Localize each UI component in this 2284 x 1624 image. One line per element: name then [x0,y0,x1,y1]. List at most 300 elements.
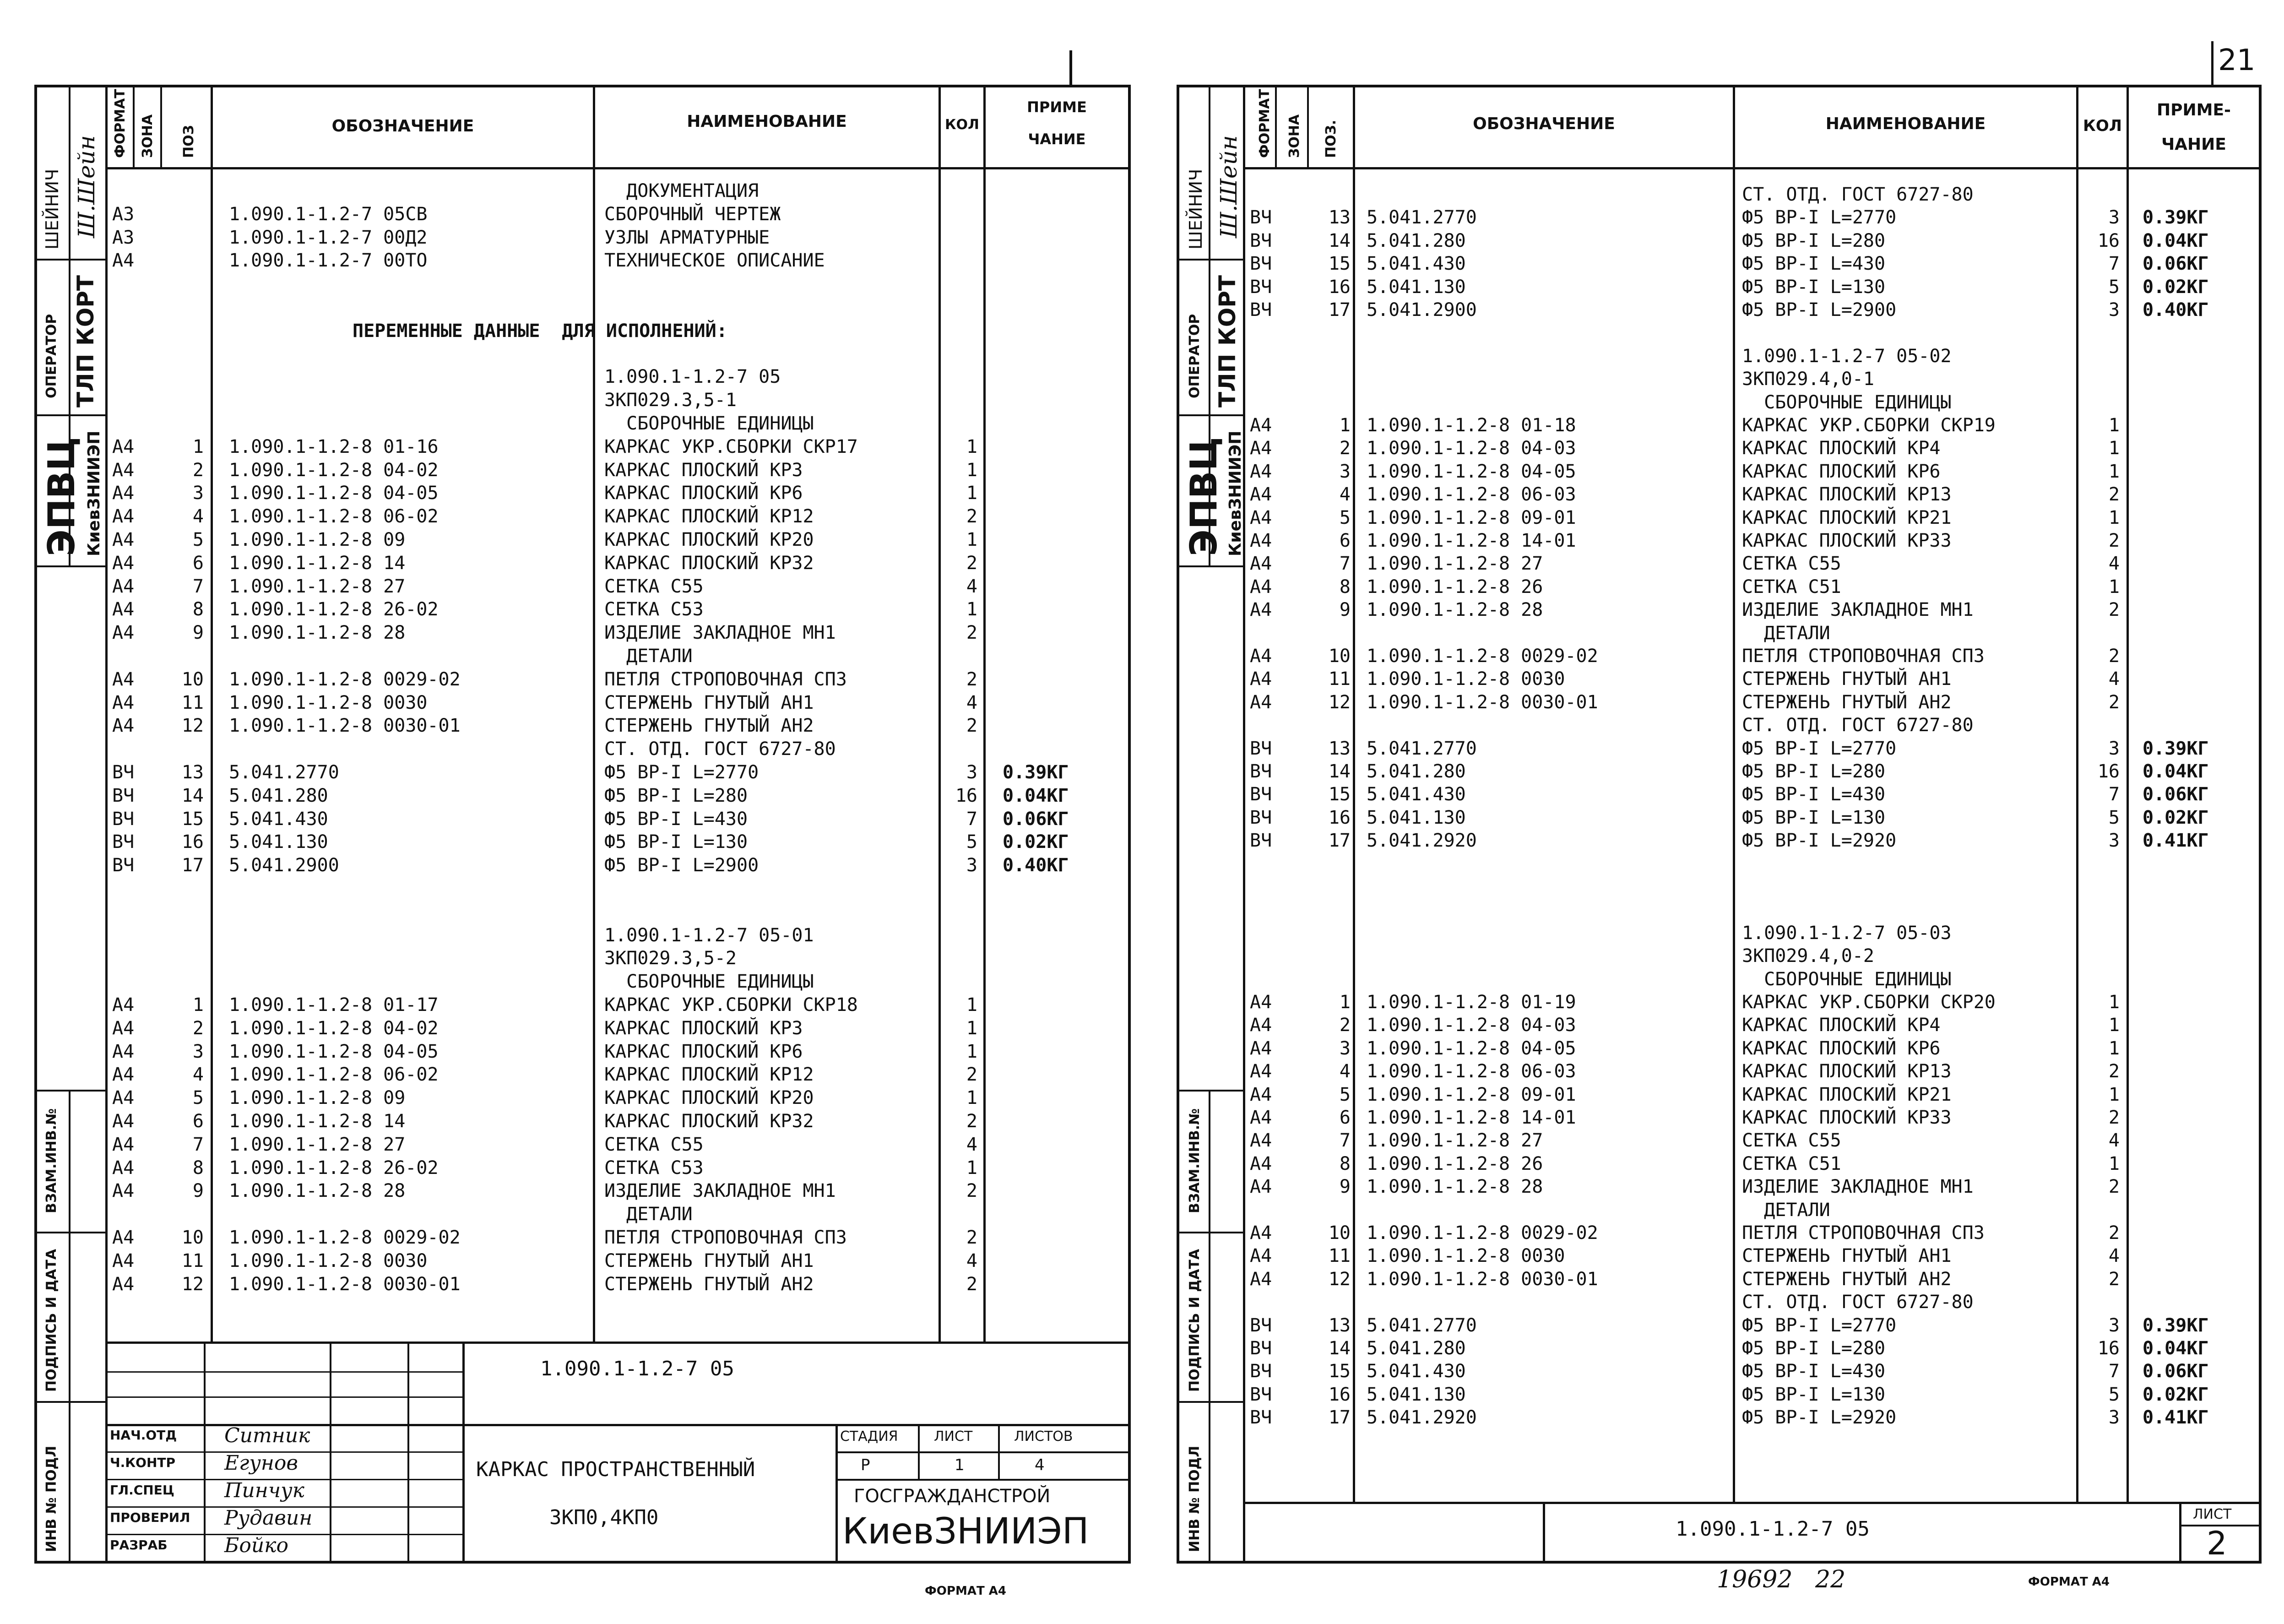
table-row [0,460,2284,483]
cell-qty: 1 [2108,415,2120,436]
cell-designation: 1.090.1-1.2-8 26 [1367,576,1543,597]
side-label-sign-date: ПОДПИСЬ И ДАТА [43,1249,60,1392]
cell-qty: 3 [2108,299,2120,320]
variable-data-line: ПЕРЕМЕННЫЕ ДАННЫЕ ДЛЯ ИСПОЛНЕНИЙ: [353,320,727,342]
cell-pos: 11 [181,1250,204,1271]
table-row [0,183,2284,206]
role-person-name: Егунов [224,1451,298,1475]
cell-format: А4 [1250,992,1272,1013]
cell-note: 0.04КГ [2143,230,2209,251]
cell-name: СТЕРЖЕНЬ ГНУТЫЙ АН1 [604,692,814,713]
cell-qty: 5 [966,831,977,853]
cell-name: Ф5 ВР-I L=2920 [1742,1407,1897,1428]
cell-name: КАРКАС ПЛОСКИЙ КР4 [1742,438,1941,459]
cell-format: А4 [112,1134,135,1155]
cell-name: СЕТКА С53 [604,1157,704,1179]
cell-format: А4 [1250,1015,1272,1036]
cell-designation: 1.090.1-1.2-8 01-18 [1367,415,1576,436]
cell-name: КАРКАС ПЛОСКИЙ КР33 [1742,1107,1952,1128]
format-label-left: ФОРМАТ А4 [925,1584,1006,1598]
cell-name: ДЕТАЛИ [604,646,693,667]
cell-designation: 5.041.2770 [1367,738,1477,759]
cell-name: ДОКУМЕНТАЦИЯ [604,180,759,201]
cell-designation: 1.090.1-1.2-8 14-01 [1367,530,1576,551]
cell-qty: 2 [966,1273,977,1295]
cell-designation: 1.090.1-1.2-8 28 [229,622,406,644]
table-row [0,945,2284,967]
cell-designation: 1.090.1-1.2-8 0029-02 [229,1227,461,1248]
stamp-operator-value: ТЛП КОРТ [72,275,99,407]
title-sheet-label: ЛИСТ [934,1428,973,1445]
cell-name: КАРКАС ПЛОСКИЙ КР21 [1742,1084,1952,1105]
cell-qty: 1 [2108,1015,2120,1036]
cell-note: 0.40КГ [1003,855,1069,876]
cell-format: А4 [112,576,135,597]
r-hdr-pos: ПОЗ. [1323,119,1339,158]
cell-designation: 1.090.1-1.2-8 0029-02 [1367,646,1598,667]
cell-format: А4 [1250,530,1272,551]
cell-format: А4 [112,1041,135,1062]
role-person-name: Рудавин [224,1506,313,1530]
cell-format: ВЧ [1250,207,1272,228]
cell-designation: 5.041.430 [229,808,328,830]
cell-name: СЕТКА С51 [1742,576,1841,597]
table-row [0,1129,2284,1152]
cell-pos: 12 [181,1273,204,1295]
cell-designation: 1.090.1-1.2-8 28 [1367,1176,1543,1198]
cell-qty: 4 [2108,553,2120,575]
cell-format: А4 [112,715,135,737]
cell-pos: 8 [192,1157,204,1179]
cell-pos: 11 [1328,668,1351,690]
cell-name: СТЕРЖЕНЬ ГНУТЫЙ АН2 [1742,691,1952,713]
cell-designation: 1.090.1-1.2-8 14-01 [1367,1107,1576,1128]
cell-designation: 1.090.1-1.2-8 27 [1367,1130,1543,1151]
r-stamp-operator-label: ОПЕРАТОР [1187,314,1203,398]
cell-designation: 1.090.1-1.2-8 0030-01 [1367,691,1598,713]
cell-name: СТ. ОТД. ГОСТ 6727-80 [1742,184,1974,205]
cell-format: А4 [112,552,135,574]
cell-note: 0.02КГ [1003,831,1069,853]
cell-name: СЕТКА С53 [604,599,704,620]
table-row [0,1060,2284,1083]
cell-name: КАРКАС ПЛОСКИЙ КР12 [604,506,814,527]
cell-name: КАРКАС УКР.СБОРКИ СКР18 [604,994,858,1016]
cell-designation: 1.090.1-1.2-8 01-19 [1367,992,1576,1013]
cell-name: СЕТКА С55 [604,576,704,597]
cell-format: А4 [112,1273,135,1295]
cell-pos: 7 [192,1134,204,1155]
cell-name: СБОРОЧНЫЕ ЕДИНИЦЫ [1742,391,1952,413]
cell-format: А4 [112,1180,135,1202]
cell-format: А4 [1250,553,1272,575]
cell-format: ВЧ [1250,253,1272,275]
cell-name: ИЗДЕЛИЕ ЗАКЛАДНОЕ МН1 [604,622,836,644]
hdr-designation: ОБОЗНАЧЕНИЕ [331,117,474,136]
cell-designation: 1.090.1-1.2-8 01-16 [229,436,439,457]
cell-name: 1.090.1-1.2-7 05-02 [1742,345,1952,367]
cell-designation: 1.090.1-1.2-7 00ТО [229,250,428,272]
cell-format: А3 [112,227,135,248]
stamp-operator-label: ОПЕРАТОР [43,314,60,398]
cell-pos: 6 [192,1111,204,1132]
cell-pos: 3 [192,483,204,504]
cell-qty: 2 [966,1180,977,1202]
cell-pos: 15 [181,808,204,830]
cell-format: ВЧ [112,855,135,876]
table-row [0,760,2284,783]
table-row [0,1291,2284,1314]
cell-name: 3КП029.3,5-1 [604,390,737,411]
cell-name: Ф5 ВР-I L=430 [1742,784,1886,805]
cell-qty: 1 [2108,461,2120,482]
stamp-org: КиевЗНИИЭП [85,430,103,556]
cell-qty: 2 [2108,646,2120,667]
cell-name: Ф5 ВР-I L=280 [1742,230,1886,251]
table-row [0,299,2284,321]
cell-qty: 1 [2108,507,2120,528]
cell-pos: 6 [192,552,204,574]
side-label-vzam: ВЗАМ.ИНВ.№ [43,1108,60,1213]
cell-pos: 4 [1339,1061,1351,1082]
cell-pos: 2 [1339,1015,1351,1036]
cell-pos: 13 [181,762,204,783]
cell-format: А4 [112,250,135,272]
cell-qty: 2 [966,1111,977,1132]
cell-name: КАРКАС ПЛОСКИЙ КР6 [1742,1037,1941,1059]
table-row [0,437,2284,460]
table-row [0,1014,2284,1037]
title-name-2: 3КП0,4КП0 [549,1506,659,1529]
stamp-name-label: ШЕЙНИЧ [42,168,62,250]
cell-name: СТЕРЖЕНЬ ГНУТЫЙ АН2 [604,715,814,737]
cell-format: А4 [112,668,135,690]
cell-qty: 7 [2108,1361,2120,1382]
cell-note: 0.39КГ [2143,207,2209,228]
cell-name: 1.090.1-1.2-7 05-01 [604,924,814,946]
r-stamp-org: КиевЗНИИЭП [1226,430,1245,556]
table-row [0,1406,2284,1429]
cell-name: КАРКАС ПЛОСКИЙ КР13 [1742,484,1952,505]
role-label: ПРОВЕРИЛ [110,1510,190,1525]
cell-designation: 1.090.1-1.2-8 0030 [1367,1245,1565,1267]
role-label: Ч.КОНТР [110,1455,176,1470]
table-row [0,483,2284,506]
cell-format: А4 [1250,1107,1272,1128]
cell-format: А4 [1250,646,1272,667]
cell-designation: 1.090.1-1.2-8 28 [229,1180,406,1202]
cell-note: 0.02КГ [2143,807,2209,828]
cell-format: А4 [1250,668,1272,690]
cell-pos: 11 [181,692,204,713]
table-row [0,1175,2284,1198]
cell-pos: 7 [1339,1130,1351,1151]
cell-pos: 5 [1339,1084,1351,1105]
table-row [0,783,2284,806]
role-label: НАЧ.ОТД [110,1428,177,1443]
format-label-right: ФОРМАТ А4 [2028,1575,2110,1589]
cell-qty: 2 [966,552,977,574]
cell-format: А4 [1250,461,1272,482]
table-row [0,552,2284,575]
cell-pos: 16 [1328,276,1351,298]
cell-designation: 1.090.1-1.2-8 0030 [1367,668,1565,690]
cell-pos: 17 [181,855,204,876]
cell-format: ВЧ [1250,276,1272,298]
table-row [0,391,2284,414]
cell-qty: 5 [2108,807,2120,828]
cell-name: 1.090.1-1.2-7 05 [604,366,781,388]
cell-format: А4 [112,436,135,457]
cell-note: 0.39КГ [2143,1314,2209,1336]
cell-designation: 5.041.2900 [1367,299,1477,320]
table-row [0,691,2284,714]
cell-designation: 1.090.1-1.2-8 0030-01 [229,715,461,737]
cell-pos: 11 [1328,1245,1351,1267]
r-hdr-qty: КОЛ [2083,117,2122,135]
cell-format: А4 [1250,1153,1272,1174]
table-row [0,252,2284,275]
cell-designation: 1.090.1-1.2-7 00Д2 [229,227,428,248]
r-footer-sheet-label: ЛИСТ [2193,1506,2232,1522]
cell-pos: 4 [192,1064,204,1086]
cell-qty: 1 [966,436,977,457]
role-person-name: Бойко [224,1534,288,1557]
cell-name: ПЕТЛЯ СТРОПОВОЧНАЯ СП3 [1742,1222,1985,1244]
cell-pos: 14 [1328,761,1351,782]
cell-name: КАРКАС ПЛОСКИЙ КР20 [604,529,814,550]
cell-qty: 1 [966,483,977,504]
cell-note: 0.06КГ [2143,253,2209,275]
cell-name: Ф5 ВР-I L=2770 [604,762,759,783]
cell-name: Ф5 ВР-I L=2900 [1742,299,1897,320]
cell-name: КАРКАС ПЛОСКИЙ КР32 [604,1111,814,1132]
cell-qty: 5 [2108,276,2120,298]
cell-name: Ф5 ВР-I L=430 [604,808,748,830]
table-row [0,414,2284,437]
cell-pos: 16 [1328,807,1351,828]
cell-format: А4 [112,1087,135,1109]
cell-qty: 4 [2108,1130,2120,1151]
cell-designation: 1.090.1-1.2-8 04-05 [1367,1037,1576,1059]
cell-qty: 16 [2097,1338,2120,1359]
cell-format: ВЧ [1250,807,1272,828]
title-stage: Р [861,1456,870,1474]
cell-designation: 5.041.430 [1367,784,1466,805]
cell-qty: 1 [966,599,977,620]
cell-pos: 17 [1328,830,1351,852]
cell-qty: 3 [2108,1314,2120,1336]
cell-designation: 5.041.2920 [1367,1407,1477,1428]
cell-name: Ф5 ВР-I L=280 [604,785,748,806]
cell-note: 0.04КГ [2143,1338,2209,1359]
cell-qty: 4 [966,1250,977,1271]
table-row [0,968,2284,991]
cell-format: А4 [1250,1037,1272,1059]
cell-name: Ф5 ВР-I L=2900 [604,855,759,876]
hdr-note-2: ЧАНИЕ [1028,130,1086,148]
table-row [0,1037,2284,1060]
cell-qty: 2 [966,715,977,737]
cell-pos: 13 [1328,738,1351,759]
cell-qty: 7 [2108,253,2120,275]
title-sheet: 1 [955,1456,965,1474]
cell-designation: 1.090.1-1.2-8 0030-01 [1367,1268,1598,1290]
cell-designation: 1.090.1-1.2-8 26-02 [229,1157,439,1179]
r-side-label-vzam: ВЗАМ.ИНВ.№ [1187,1108,1203,1213]
cell-format: А4 [1250,415,1272,436]
cell-name: СЕТКА С51 [1742,1153,1841,1174]
cell-qty: 1 [966,1087,977,1109]
cell-qty: 3 [2108,1407,2120,1428]
cell-designation: 1.090.1-1.2-8 04-02 [229,1017,439,1039]
cell-pos: 1 [1339,992,1351,1013]
cell-name: СТЕРЖЕНЬ ГНУТЫЙ АН2 [1742,1268,1952,1290]
title-org-2: КиевЗНИИЭП [842,1511,1089,1552]
cell-designation: 5.041.2770 [1367,207,1477,228]
cell-format: А4 [1250,1130,1272,1151]
hdr-format: ФОРМАТ [112,89,128,158]
title-stage-label: СТАДИЯ [840,1428,898,1445]
cell-note: 0.04КГ [1003,785,1069,806]
cell-name: КАРКАС УКР.СБОРКИ СКР17 [604,436,858,457]
cell-designation: 5.041.2770 [1367,1314,1477,1336]
cell-pos: 13 [1328,207,1351,228]
cell-designation: 5.041.2900 [229,855,339,876]
table-row [0,853,2284,875]
cell-format: ВЧ [112,762,135,783]
cell-pos: 2 [192,1017,204,1039]
cell-name: КАРКАС ПЛОСКИЙ КР3 [604,459,803,481]
cell-name: СТ. ОТД. ГОСТ 6727-80 [1742,1292,1974,1313]
cell-format: А4 [112,994,135,1016]
cell-format: ВЧ [1250,738,1272,759]
cell-designation: 1.090.1-1.2-8 06-02 [229,1064,439,1086]
table-row [0,321,2284,344]
cell-format: А4 [1250,1268,1272,1290]
cell-note: 0.02КГ [2143,1384,2209,1405]
role-label: ГЛ.СПЕЦ [110,1483,174,1498]
table-row [0,1383,2284,1406]
cell-pos: 7 [192,576,204,597]
r-hdr-note-1: ПРИМЕ- [2157,101,2231,119]
table-row [0,1106,2284,1129]
table-row [0,806,2284,829]
cell-pos: 3 [192,1041,204,1062]
table-row [0,1268,2284,1291]
cell-qty: 2 [2108,1222,2120,1244]
cell-format: А4 [1250,1176,1272,1198]
table-row [0,1222,2284,1244]
cell-name: КАРКАС ПЛОСКИЙ КР3 [604,1017,803,1039]
cell-format: ВЧ [1250,1361,1272,1382]
cell-name: Ф5 ВР-I L=430 [1742,253,1886,275]
role-person-name: Пинчук [224,1479,304,1502]
cell-format: А4 [112,1157,135,1179]
cell-pos: 10 [1328,646,1351,667]
cell-qty: 1 [966,459,977,481]
r-stamp-operator-value: ТЛП КОРТ [1214,275,1241,407]
r-hdr-zone: ЗОНА [1286,114,1302,158]
table-row [0,598,2284,621]
cell-format: А4 [112,1227,135,1248]
cell-pos: 16 [1328,1384,1351,1405]
cell-designation: 1.090.1-1.2-8 09 [229,1087,406,1109]
cell-format: А4 [1250,599,1272,621]
title-name-1: КАРКАС ПРОСТРАНСТВЕННЫЙ [476,1458,755,1481]
cell-pos: 10 [181,1227,204,1248]
cell-qty: 1 [2108,438,2120,459]
cell-qty: 2 [966,622,977,644]
cell-designation: 1.090.1-1.2-8 09 [229,529,406,550]
cell-pos: 9 [1339,1176,1351,1198]
cell-format: А4 [112,506,135,527]
r-hdr-note-2: ЧАНИЕ [2161,135,2226,154]
cell-format: ВЧ [1250,1407,1272,1428]
cell-format: А4 [112,483,135,504]
cell-name: Ф5 ВР-I L=130 [604,831,748,853]
cell-pos: 6 [1339,530,1351,551]
cell-format: ВЧ [1250,230,1272,251]
cell-format: А4 [112,1250,135,1271]
cell-pos: 10 [181,668,204,690]
table-row [0,1357,2284,1383]
cell-name: Ф5 ВР-I L=130 [1742,1384,1886,1405]
cell-pos: 14 [181,785,204,806]
cell-format: А4 [1250,507,1272,528]
cell-note: 0.41КГ [2143,1407,2209,1428]
cell-pos: 2 [192,459,204,481]
cell-format: А4 [112,599,135,620]
cell-pos: 9 [192,622,204,644]
hdr-qty: КОЛ [945,117,979,133]
cell-format: А3 [112,203,135,225]
cell-designation: 1.090.1-1.2-8 04-03 [1367,438,1576,459]
cell-designation: 5.041.280 [1367,230,1466,251]
cell-designation: 5.041.130 [1367,1384,1466,1405]
cell-designation: 5.041.430 [1367,1361,1466,1382]
cell-format: ВЧ [112,831,135,853]
cell-name: 1.090.1-1.2-7 05-03 [1742,922,1952,944]
cell-pos: 8 [1339,576,1351,597]
cell-pos: 9 [192,1180,204,1202]
cell-designation: 1.090.1-1.2-8 27 [229,576,406,597]
cell-name: ТЕХНИЧЕСКОЕ ОПИСАНИЕ [604,250,825,272]
cell-designation: 1.090.1-1.2-8 06-03 [1367,484,1576,505]
cell-qty: 2 [2108,1268,2120,1290]
cell-format: А4 [112,692,135,713]
hdr-name: НАИМЕНОВАНИЕ [687,112,847,131]
cell-name: КАРКАС УКР.СБОРКИ СКР20 [1742,992,1996,1013]
cell-designation: 1.090.1-1.2-8 27 [1367,553,1543,575]
cell-qty: 1 [2108,1084,2120,1105]
cell-pos: 15 [1328,1361,1351,1382]
stamp-signature: Ш.Шейн [73,135,100,238]
cell-name: КАРКАС ПЛОСКИЙ КР20 [604,1087,814,1109]
cell-pos: 6 [1339,1107,1351,1128]
cell-format: ВЧ [1250,761,1272,782]
cell-note: 0.02КГ [2143,276,2209,298]
cell-qty: 4 [966,692,977,713]
cell-designation: 5.041.130 [229,831,328,853]
cell-name: Ф5 ВР-I L=2920 [1742,830,1897,852]
table-row [0,714,2284,737]
cell-name: КАРКАС ПЛОСКИЙ КР6 [604,1041,803,1062]
cell-name: КАРКАС ПЛОСКИЙ КР13 [1742,1061,1952,1082]
cell-qty: 2 [2108,691,2120,713]
cell-qty: 3 [966,855,977,876]
cell-name: Ф5 ВР-I L=280 [1742,1338,1886,1359]
